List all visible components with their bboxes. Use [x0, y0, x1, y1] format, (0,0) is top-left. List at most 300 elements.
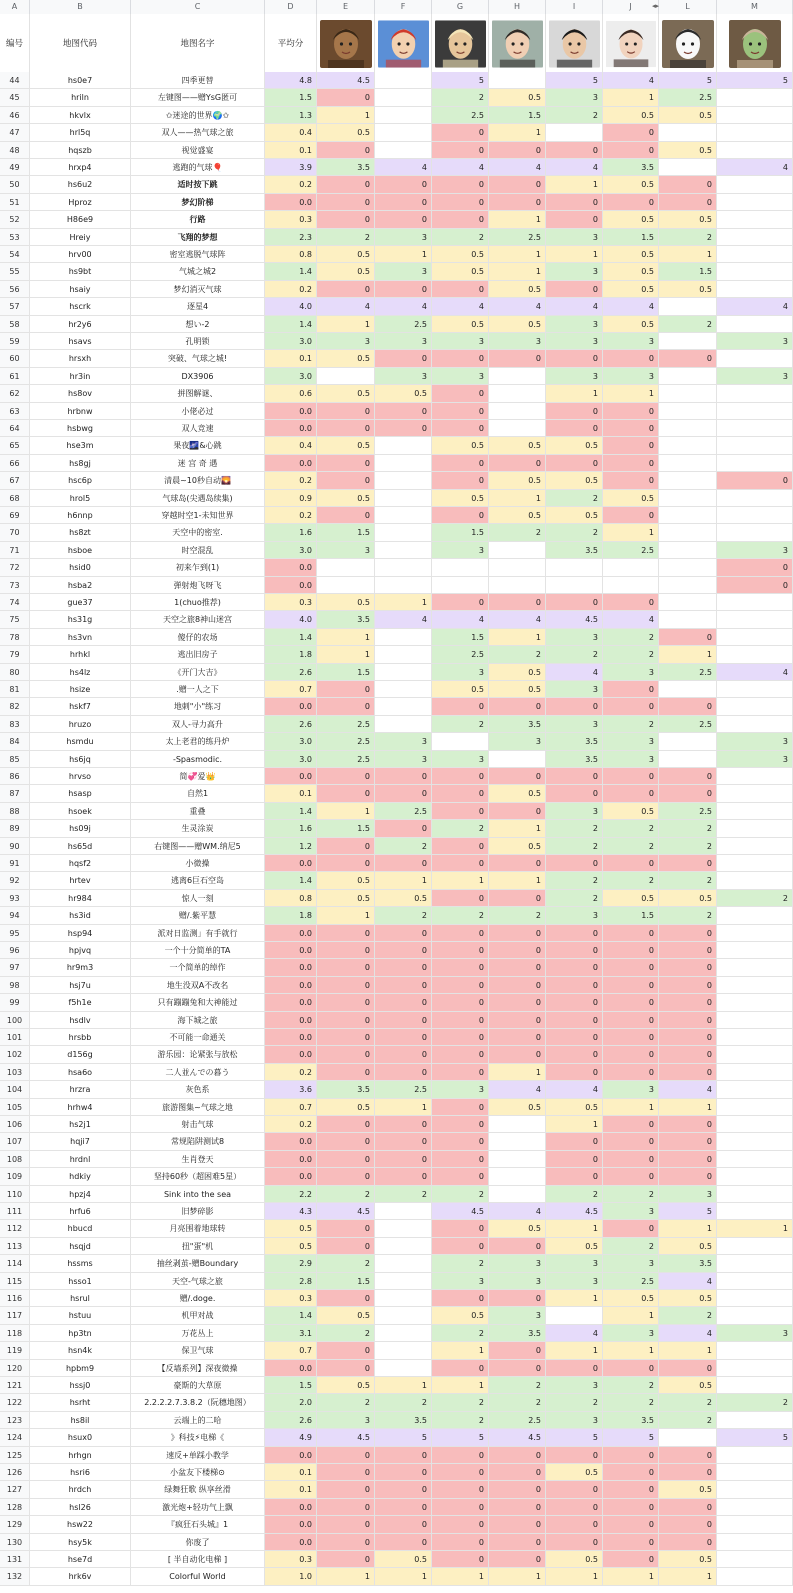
row-number-cell[interactable]: 70 [0, 524, 30, 541]
average-score-cell[interactable]: 0.0 [265, 420, 317, 437]
rater-score-cell[interactable]: 3.5 [603, 159, 659, 176]
rater-score-cell[interactable]: 0 [489, 1516, 546, 1533]
rater-score-cell[interactable]: 0 [546, 768, 603, 785]
map-code-cell[interactable]: hsux0 [30, 1429, 131, 1446]
row-number-cell[interactable]: 120 [0, 1360, 30, 1377]
table-row[interactable] [0, 1412, 793, 1429]
rater-score-cell[interactable]: 2 [603, 629, 659, 646]
rater-score-cell[interactable]: 0 [432, 142, 489, 159]
rater-score-cell[interactable]: 0.5 [317, 1099, 375, 1116]
row-number-cell[interactable]: 125 [0, 1447, 30, 1464]
rater-score-cell[interactable]: 0 [546, 785, 603, 802]
rater-score-cell[interactable]: 0 [659, 194, 717, 211]
rater-score-cell[interactable]: 4 [432, 611, 489, 628]
rater-score-cell[interactable]: 2 [603, 872, 659, 889]
map-name-cell[interactable]: 『疯狂石头城』1 [131, 1516, 265, 1533]
rater-score-cell[interactable]: 3 [546, 629, 603, 646]
rater-score-cell[interactable] [717, 907, 793, 924]
average-score-cell[interactable]: 0.0 [265, 959, 317, 976]
rater-score-cell[interactable]: 0 [375, 1116, 432, 1133]
rater-score-cell[interactable]: 5 [603, 1429, 659, 1446]
rater-score-cell[interactable]: 4 [489, 159, 546, 176]
rater-score-cell[interactable]: 0 [603, 1464, 659, 1481]
average-score-cell[interactable]: 4.8 [265, 72, 317, 89]
average-score-cell[interactable]: 0.1 [265, 1481, 317, 1498]
rater-score-cell[interactable] [717, 1255, 793, 1272]
rater-score-cell[interactable]: 0 [375, 1012, 432, 1029]
map-code-cell[interactable]: Hproz [30, 194, 131, 211]
row-number-cell[interactable]: 94 [0, 907, 30, 924]
table-row[interactable] [0, 1116, 793, 1133]
table-row[interactable] [0, 1325, 793, 1342]
rater-score-cell[interactable] [717, 1151, 793, 1168]
map-code-cell[interactable]: hsc6p [30, 472, 131, 489]
rater-score-cell[interactable]: 0.5 [546, 507, 603, 524]
rater-score-cell[interactable] [717, 855, 793, 872]
rater-score-cell[interactable]: 0.5 [432, 437, 489, 454]
rater-score-cell[interactable]: 5 [432, 72, 489, 89]
rater-score-cell[interactable]: 1.5 [317, 820, 375, 837]
rater-score-cell[interactable]: 0.5 [603, 211, 659, 228]
rater-score-cell[interactable]: 0 [546, 698, 603, 715]
rater-score-cell[interactable]: 0.5 [375, 1551, 432, 1568]
rater-score-cell[interactable]: 3.5 [489, 1325, 546, 1342]
map-code-cell[interactable]: f5h1e [30, 994, 131, 1011]
rater-score-cell[interactable]: 0 [546, 1133, 603, 1150]
table-row[interactable] [0, 959, 793, 976]
table-row[interactable] [0, 1273, 793, 1290]
rater-score-cell[interactable]: 3 [603, 733, 659, 750]
rater-score-cell[interactable]: 1.5 [489, 107, 546, 124]
rater-score-cell[interactable] [375, 1255, 432, 1272]
rater-score-cell[interactable]: 1 [489, 629, 546, 646]
rater-score-cell[interactable]: 0 [489, 1481, 546, 1498]
average-score-cell[interactable]: 0.0 [265, 1516, 317, 1533]
rater-score-cell[interactable]: 3 [546, 1377, 603, 1394]
rater-score-cell[interactable]: 0 [603, 437, 659, 454]
rater-score-cell[interactable]: 1 [317, 316, 375, 333]
map-name-cell[interactable]: 《开门大吉》 [131, 664, 265, 681]
rater-score-cell[interactable] [375, 1273, 432, 1290]
rater-score-cell[interactable]: 4 [546, 1325, 603, 1342]
rater-score-cell[interactable]: 1 [603, 524, 659, 541]
map-name-cell[interactable]: 赠/.紫平慧 [131, 907, 265, 924]
average-score-cell[interactable]: 1.5 [265, 89, 317, 106]
rater-score-cell[interactable]: 3 [717, 368, 793, 385]
rater-score-cell[interactable]: 0.5 [489, 316, 546, 333]
rater-score-cell[interactable]: 2 [375, 1394, 432, 1411]
average-score-cell[interactable]: 0.3 [265, 1290, 317, 1307]
map-code-cell[interactable]: hp3tn [30, 1325, 131, 1342]
rater-score-cell[interactable]: 3 [489, 1307, 546, 1324]
rater-score-cell[interactable]: 0 [603, 1360, 659, 1377]
rater-score-cell[interactable]: 3 [432, 542, 489, 559]
rater-score-cell[interactable]: 3 [375, 333, 432, 350]
rater-score-cell[interactable] [489, 1133, 546, 1150]
table-row[interactable] [0, 490, 793, 507]
rater-score-cell[interactable]: 0 [603, 994, 659, 1011]
rater-score-cell[interactable]: 0 [603, 1499, 659, 1516]
map-code-cell[interactable]: hs8gj [30, 455, 131, 472]
row-number-cell[interactable]: 81 [0, 681, 30, 698]
rater-score-cell[interactable]: 3 [717, 542, 793, 559]
row-number-cell[interactable]: 123 [0, 1412, 30, 1429]
map-code-cell[interactable]: hsn4k [30, 1342, 131, 1359]
rater-score-cell[interactable]: 0.5 [317, 263, 375, 280]
map-code-cell[interactable]: hrtev [30, 872, 131, 889]
table-row[interactable] [0, 1516, 793, 1533]
rater-score-cell[interactable]: 3 [546, 229, 603, 246]
table-row[interactable] [0, 368, 793, 385]
row-number-cell[interactable]: 126 [0, 1464, 30, 1481]
rater-score-cell[interactable]: 2 [546, 524, 603, 541]
rater-score-cell[interactable]: 0 [489, 1534, 546, 1551]
rater-score-cell[interactable]: 0 [659, 1464, 717, 1481]
rater-score-cell[interactable] [717, 1273, 793, 1290]
rater-score-cell[interactable] [717, 925, 793, 942]
rater-score-cell[interactable]: 0 [603, 594, 659, 611]
table-row[interactable] [0, 716, 793, 733]
map-code-cell[interactable]: hs3vn [30, 629, 131, 646]
row-number-cell[interactable]: 75 [0, 611, 30, 628]
rater-score-cell[interactable]: 0 [489, 1012, 546, 1029]
rater-score-cell[interactable]: 0 [317, 176, 375, 193]
rater-score-cell[interactable]: 0 [603, 1133, 659, 1150]
rater-score-cell[interactable]: 0 [489, 1447, 546, 1464]
rater-score-cell[interactable]: 0 [317, 1290, 375, 1307]
rater-score-cell[interactable]: 2 [659, 1307, 717, 1324]
row-number-cell[interactable]: 130 [0, 1534, 30, 1551]
rater-score-cell[interactable]: 0 [546, 994, 603, 1011]
average-score-cell[interactable]: 0.0 [265, 559, 317, 576]
rater-score-cell[interactable]: 3 [317, 1412, 375, 1429]
rater-score-cell[interactable]: 3 [546, 263, 603, 280]
rater-score-cell[interactable]: 0 [375, 1447, 432, 1464]
rater-score-cell[interactable]: 0 [659, 1516, 717, 1533]
rater-score-cell[interactable] [489, 403, 546, 420]
map-code-cell[interactable]: hr9m3 [30, 959, 131, 976]
rater-score-cell[interactable]: 1 [546, 246, 603, 263]
rater-score-cell[interactable] [375, 698, 432, 715]
row-number-cell[interactable]: 53 [0, 229, 30, 246]
rater-score-cell[interactable]: 0 [432, 420, 489, 437]
rater-score-cell[interactable] [659, 611, 717, 628]
rater-score-cell[interactable] [717, 1290, 793, 1307]
rater-score-cell[interactable] [717, 1412, 793, 1429]
rater-score-cell[interactable]: 0 [603, 194, 659, 211]
column-letter-c[interactable]: C [131, 0, 265, 14]
rater-score-cell[interactable]: 2 [375, 907, 432, 924]
average-score-cell[interactable]: 0.7 [265, 1342, 317, 1359]
rater-score-cell[interactable]: 4 [717, 159, 793, 176]
table-row[interactable] [0, 1307, 793, 1324]
rater-score-cell[interactable]: 0 [603, 1064, 659, 1081]
rater-score-cell[interactable]: 0 [375, 403, 432, 420]
rater-score-cell[interactable]: 2.5 [603, 542, 659, 559]
map-code-cell[interactable]: H86e9 [30, 211, 131, 228]
map-name-cell[interactable]: 自然1 [131, 785, 265, 802]
rater-score-cell[interactable]: 0 [603, 855, 659, 872]
rater-score-cell[interactable]: 1 [432, 1342, 489, 1359]
row-number-cell[interactable]: 45 [0, 89, 30, 106]
rater-score-cell[interactable]: 1 [489, 246, 546, 263]
rater-score-cell[interactable]: 1 [317, 629, 375, 646]
rater-score-cell[interactable]: 2 [717, 1394, 793, 1411]
rater-score-cell[interactable]: 0 [375, 1151, 432, 1168]
map-code-cell[interactable]: hqsf2 [30, 855, 131, 872]
table-row[interactable] [0, 1447, 793, 1464]
rater-score-cell[interactable]: 4.5 [546, 1203, 603, 1220]
rater-score-cell[interactable]: 1 [546, 385, 603, 402]
row-number-cell[interactable]: 63 [0, 403, 30, 420]
rater-score-cell[interactable]: 0 [489, 803, 546, 820]
rater-score-cell[interactable] [717, 594, 793, 611]
map-name-cell[interactable]: 豪斯的大草原 [131, 1377, 265, 1394]
average-score-cell[interactable]: 0.0 [265, 1012, 317, 1029]
row-number-cell[interactable]: 104 [0, 1081, 30, 1098]
rater-score-cell[interactable]: 0 [659, 629, 717, 646]
rater-score-cell[interactable]: 1 [489, 490, 546, 507]
rater-score-cell[interactable]: 5 [546, 72, 603, 89]
row-number-cell[interactable]: 83 [0, 716, 30, 733]
rater-score-cell[interactable]: 0.5 [546, 437, 603, 454]
rater-score-cell[interactable]: 0 [317, 1499, 375, 1516]
row-number-cell[interactable]: 116 [0, 1290, 30, 1307]
rater-score-cell[interactable]: 1 [546, 1220, 603, 1237]
average-score-cell[interactable]: 3.0 [265, 542, 317, 559]
rater-score-cell[interactable] [659, 420, 717, 437]
average-score-cell[interactable]: 0.6 [265, 385, 317, 402]
rater-score-cell[interactable]: 2 [432, 1186, 489, 1203]
map-name-cell[interactable]: 想い-2 [131, 316, 265, 333]
row-number-cell[interactable]: 99 [0, 994, 30, 1011]
rater-score-cell[interactable]: 1 [659, 1220, 717, 1237]
rater-score-cell[interactable]: 0 [375, 176, 432, 193]
rater-score-cell[interactable] [659, 124, 717, 141]
rater-score-cell[interactable]: 1.5 [659, 263, 717, 280]
table-row[interactable] [0, 124, 793, 141]
map-code-cell[interactable]: hrv00 [30, 246, 131, 263]
rater-score-cell[interactable] [659, 159, 717, 176]
rater-score-cell[interactable]: 2 [375, 838, 432, 855]
map-code-cell[interactable]: hsl26 [30, 1499, 131, 1516]
rater-score-cell[interactable]: 0 [659, 1168, 717, 1185]
average-score-cell[interactable]: 0.2 [265, 1116, 317, 1133]
rater-score-cell[interactable]: 0 [432, 211, 489, 228]
average-score-cell[interactable]: 2.9 [265, 1255, 317, 1272]
rater-score-cell[interactable]: 0 [375, 1168, 432, 1185]
map-name-cell[interactable]: 简💞爱👑 [131, 768, 265, 785]
average-score-cell[interactable]: 2.3 [265, 229, 317, 246]
map-code-cell[interactable]: hskf7 [30, 698, 131, 715]
map-name-cell[interactable]: 迷 宫 奇 遇 [131, 455, 265, 472]
table-row[interactable] [0, 838, 793, 855]
rater-score-cell[interactable]: 3 [659, 1186, 717, 1203]
map-code-cell[interactable]: hse7d [30, 1551, 131, 1568]
row-number-cell[interactable]: 103 [0, 1064, 30, 1081]
table-row[interactable] [0, 611, 793, 628]
map-name-cell[interactable]: 天空中的密室. [131, 524, 265, 541]
rater-score-cell[interactable] [489, 1168, 546, 1185]
average-score-cell[interactable]: 0.7 [265, 1099, 317, 1116]
rater-score-cell[interactable]: 0 [432, 1012, 489, 1029]
rater-score-cell[interactable]: 0 [489, 1046, 546, 1063]
average-score-cell[interactable]: 0.2 [265, 1064, 317, 1081]
average-score-cell[interactable]: 1.8 [265, 907, 317, 924]
map-name-cell[interactable]: 行路 [131, 211, 265, 228]
map-name-cell[interactable]: 左键图——赠YsG匿可 [131, 89, 265, 106]
map-code-cell[interactable]: Hreiy [30, 229, 131, 246]
rater-score-cell[interactable]: 0 [546, 1447, 603, 1464]
rater-score-cell[interactable]: 1 [546, 1116, 603, 1133]
rater-score-cell[interactable] [717, 646, 793, 663]
map-name-cell[interactable]: 梦幻消灭气球 [131, 281, 265, 298]
map-name-cell[interactable]: 坚持60秒（超困难5星） [131, 1168, 265, 1185]
rater-score-cell[interactable]: 3 [546, 89, 603, 106]
rater-score-cell[interactable]: 0 [317, 1342, 375, 1359]
rater-score-cell[interactable] [375, 124, 432, 141]
rater-score-cell[interactable]: 0 [489, 1464, 546, 1481]
row-number-cell[interactable]: 72 [0, 559, 30, 576]
rater-score-cell[interactable]: 2 [489, 1394, 546, 1411]
map-name-cell[interactable]: 突破、气球之城! [131, 350, 265, 367]
rater-score-cell[interactable]: 4 [489, 1081, 546, 1098]
table-row[interactable] [0, 107, 793, 124]
average-score-cell[interactable]: 0.5 [265, 1220, 317, 1237]
map-code-cell[interactable]: hriln [30, 89, 131, 106]
rater-score-cell[interactable]: 0.5 [659, 1551, 717, 1568]
rater-score-cell[interactable] [659, 681, 717, 698]
map-name-cell[interactable]: 双人-寻力高升 [131, 716, 265, 733]
rater-score-cell[interactable]: 3 [375, 229, 432, 246]
rater-score-cell[interactable]: 0.5 [317, 890, 375, 907]
rater-score-cell[interactable]: 5 [546, 1429, 603, 1446]
average-score-cell[interactable]: 0.0 [265, 1168, 317, 1185]
map-code-cell[interactable]: hsba2 [30, 577, 131, 594]
map-code-cell[interactable]: hqszb [30, 142, 131, 159]
rater-score-cell[interactable]: 0 [317, 681, 375, 698]
rater-score-cell[interactable]: 2 [432, 907, 489, 924]
rater-score-cell[interactable]: 4 [375, 159, 432, 176]
map-name-cell[interactable]: 灰色系 [131, 1081, 265, 1098]
map-code-cell[interactable]: hrhkl [30, 646, 131, 663]
rater-score-cell[interactable]: 0 [659, 977, 717, 994]
rater-score-cell[interactable]: 0 [489, 350, 546, 367]
rater-score-cell[interactable]: 2 [432, 89, 489, 106]
rater-score-cell[interactable]: 0.5 [603, 176, 659, 193]
rater-score-cell[interactable]: 1 [603, 385, 659, 402]
table-row[interactable] [0, 942, 793, 959]
rater-score-cell[interactable] [717, 1099, 793, 1116]
rater-score-cell[interactable] [546, 1307, 603, 1324]
rater-score-cell[interactable] [717, 768, 793, 785]
rater-score-cell[interactable]: 0 [489, 994, 546, 1011]
rater-score-cell[interactable]: 0 [546, 1046, 603, 1063]
rater-score-cell[interactable]: 0.5 [489, 437, 546, 454]
rater-score-cell[interactable]: 0 [603, 1551, 659, 1568]
rater-score-cell[interactable]: 2 [659, 1394, 717, 1411]
rater-score-cell[interactable]: 0.5 [489, 89, 546, 106]
map-code-cell[interactable]: hsso1 [30, 1273, 131, 1290]
rater-score-cell[interactable]: 5 [659, 72, 717, 89]
average-score-cell[interactable]: 0.0 [265, 1360, 317, 1377]
rater-score-cell[interactable] [489, 420, 546, 437]
rater-score-cell[interactable]: 1 [603, 1568, 659, 1585]
rater-score-cell[interactable] [717, 385, 793, 402]
rater-score-cell[interactable] [375, 89, 432, 106]
table-row[interactable] [0, 559, 793, 576]
map-name-cell[interactable]: 密室逃脱气球阵 [131, 246, 265, 263]
rater-score-cell[interactable] [717, 1568, 793, 1585]
rater-score-cell[interactable] [432, 559, 489, 576]
rater-score-cell[interactable] [659, 507, 717, 524]
rater-score-cell[interactable]: 0 [659, 1046, 717, 1063]
table-row[interactable] [0, 1151, 793, 1168]
table-row[interactable] [0, 803, 793, 820]
map-name-cell[interactable]: 飞翔的梦想 [131, 229, 265, 246]
rater-score-cell[interactable]: 0 [603, 472, 659, 489]
rater-score-cell[interactable] [546, 124, 603, 141]
rater-score-cell[interactable] [717, 1081, 793, 1098]
rater-score-cell[interactable]: 2 [317, 1186, 375, 1203]
rater-score-cell[interactable] [717, 211, 793, 228]
rater-score-cell[interactable]: 2 [317, 1394, 375, 1411]
rater-score-cell[interactable]: 3 [546, 1412, 603, 1429]
rater-score-cell[interactable]: 0 [659, 1360, 717, 1377]
rater-score-cell[interactable] [659, 437, 717, 454]
average-score-cell[interactable]: 0.5 [265, 1238, 317, 1255]
rater-score-cell[interactable] [375, 437, 432, 454]
rater-score-cell[interactable] [659, 733, 717, 750]
rater-score-cell[interactable]: 0.5 [659, 1290, 717, 1307]
rater-score-cell[interactable]: 0 [432, 1133, 489, 1150]
rater-score-cell[interactable] [659, 542, 717, 559]
map-code-cell[interactable]: hkvlx [30, 107, 131, 124]
map-code-cell[interactable]: hrfu6 [30, 1203, 131, 1220]
row-number-cell[interactable]: 107 [0, 1133, 30, 1150]
table-row[interactable] [0, 751, 793, 768]
table-row[interactable] [0, 142, 793, 159]
rater-score-cell[interactable]: 0 [317, 1168, 375, 1185]
rater-score-cell[interactable]: 3.5 [546, 751, 603, 768]
map-name-cell[interactable]: 旧梦碎影 [131, 1203, 265, 1220]
rater-score-cell[interactable]: 2.5 [317, 733, 375, 750]
column-letter-j[interactable]: J [603, 0, 659, 14]
row-number-cell[interactable]: 132 [0, 1568, 30, 1585]
rater-score-cell[interactable]: 0 [317, 785, 375, 802]
rater-score-cell[interactable]: 0 [432, 1029, 489, 1046]
map-name-cell[interactable]: 保卫气球 [131, 1342, 265, 1359]
rater-score-cell[interactable]: 3 [432, 333, 489, 350]
rater-score-cell[interactable]: 3 [546, 368, 603, 385]
column-letter-l[interactable]: L [659, 0, 717, 14]
table-row[interactable] [0, 437, 793, 454]
rater-score-cell[interactable]: 0 [317, 855, 375, 872]
rater-score-cell[interactable]: 0 [603, 925, 659, 942]
rater-score-cell[interactable]: 0.5 [489, 681, 546, 698]
rater-score-cell[interactable]: 1 [489, 1064, 546, 1081]
rater-score-cell[interactable]: 3 [717, 1325, 793, 1342]
rater-score-cell[interactable]: 0 [659, 1133, 717, 1150]
map-code-cell[interactable]: hrbnw [30, 403, 131, 420]
rater-score-cell[interactable]: 2 [432, 1412, 489, 1429]
table-row[interactable] [0, 350, 793, 367]
rater-score-cell[interactable]: 3 [546, 803, 603, 820]
rater-score-cell[interactable]: 4 [717, 664, 793, 681]
map-code-cell[interactable]: hsrul [30, 1290, 131, 1307]
rater-score-cell[interactable]: 4.5 [317, 72, 375, 89]
rater-score-cell[interactable]: 0 [375, 1499, 432, 1516]
